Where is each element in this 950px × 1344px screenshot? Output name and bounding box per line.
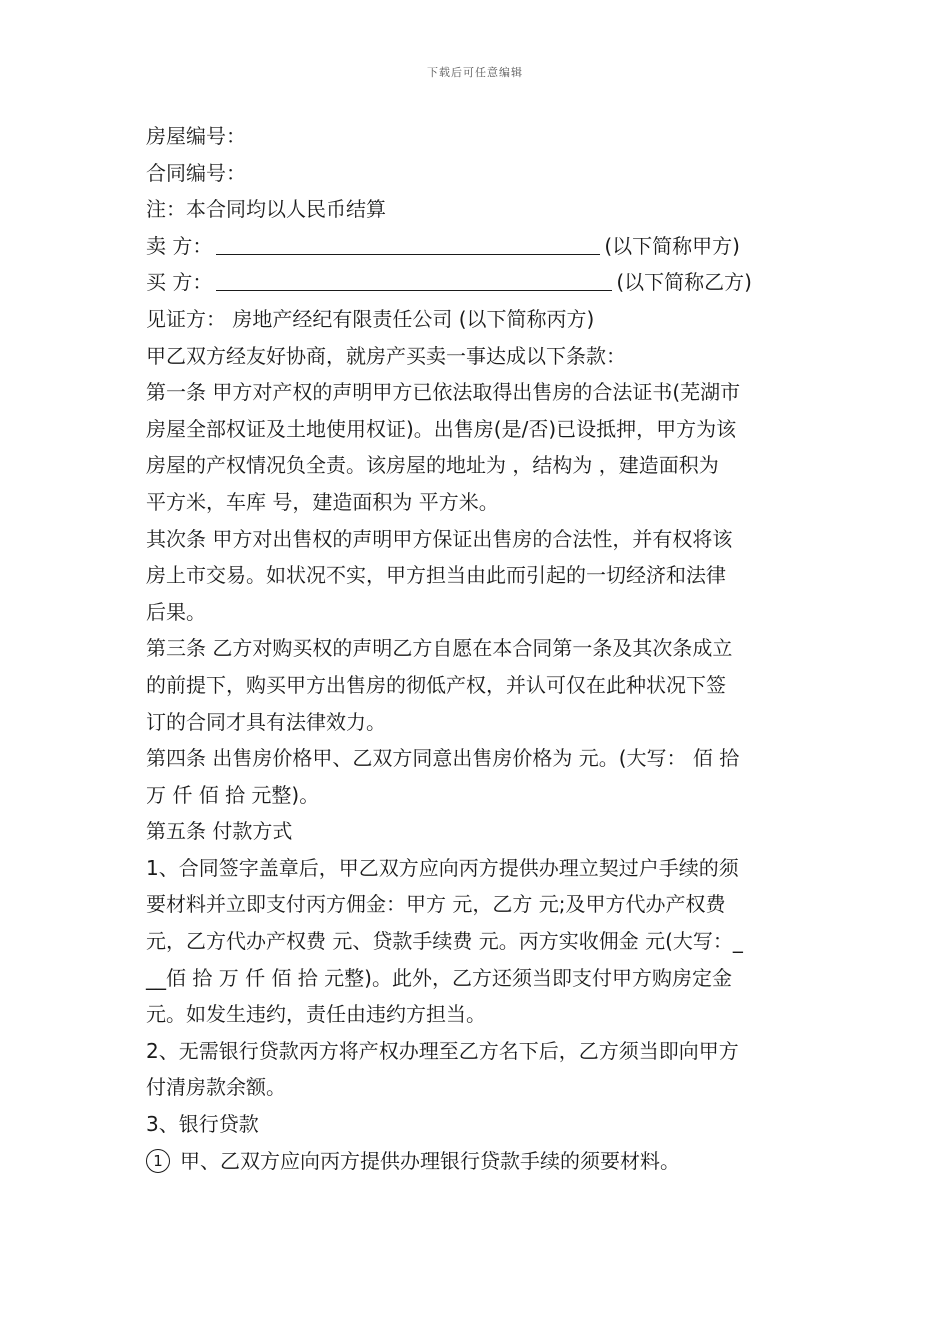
intro-line: 甲乙双方经友好协商，就房产买卖一事达成以下条款： <box>146 343 626 368</box>
seller-row <box>146 228 806 265</box>
subitem-text: 甲、乙双方应向丙方提供办理银行贷款手续的须要材料。 <box>180 1148 680 1173</box>
article-2 <box>146 521 806 631</box>
article-5-item-3: 3、银行贷款 <box>146 1112 259 1137</box>
article-1 <box>146 374 806 520</box>
article-line: 平方米，车库 号，建造面积为 平方米。 <box>146 489 499 514</box>
article-line: 1、合同签字盖章后，甲乙双方应向丙方提供办理立契过户手续的须 <box>146 855 739 880</box>
buyer-suffix: (以下简称乙方) <box>616 270 752 295</box>
witness-line: 见证方： 房地产经纪有限责任公司 (以下简称丙方) <box>146 306 595 331</box>
article-line: 万 仟 佰 拾 元整)。 <box>146 782 320 807</box>
article-5-title: 第五条 付款方式 <box>146 819 293 844</box>
article-line: 订的合同才具有法律效力。 <box>146 709 386 734</box>
circled-number-marker: 1 <box>146 1149 170 1173</box>
article-line: 付清房款余额。 <box>146 1075 286 1100</box>
article-4 <box>146 740 806 813</box>
article-line: 房上市交易。如状况不实，甲方担当由此而引起的一切经济和法律 <box>146 563 726 588</box>
contract-number-label: 合同编号： <box>146 160 246 185</box>
article-line: 第四条 出售房价格甲、乙双方同意出售房价格为 元。(大写： 佰 拾 <box>146 746 740 771</box>
page-header-note: 下载后可任意编辑 <box>427 66 523 79</box>
article-5-item-1 <box>146 850 806 1033</box>
house-number-label: 房屋编号： <box>146 124 246 148</box>
article-line: 元，乙方代办产权费 元、贷款手续费 元。丙方实收佣金 元(大写：_ <box>146 929 743 954</box>
article-line: __佰 拾 万 仟 佰 拾 元整)。此外，乙方还须当即支付甲方购房定金 <box>146 965 732 990</box>
article-line: 其次条 甲方对出售权的声明甲方保证出售房的合法性，并有权将该 <box>146 526 733 551</box>
seller-label: 卖 方： <box>146 233 213 258</box>
contract-body <box>146 118 806 1179</box>
buyer-blank <box>216 268 612 291</box>
seller-suffix: (以下简称甲方) <box>604 233 740 258</box>
article-line: 房屋全部权证及土地使用权证)。出售房(是/否)已设抵押，甲方为该 <box>146 416 737 441</box>
article-line: 房屋的产权情况负全责。该房屋的地址为 ，结构为 ，建造面积为 <box>146 453 719 478</box>
buyer-label: 买 方： <box>146 270 213 295</box>
article-line: 2、无需银行贷款丙方将产权办理至乙方名下后，乙方须当即向甲方 <box>146 1038 739 1063</box>
article-line: 后果。 <box>146 599 206 624</box>
article-5-subitem-1 <box>146 1143 806 1180</box>
buyer-row <box>146 264 806 301</box>
article-line: 第三条 乙方对购买权的声明乙方自愿在本合同第一条及其次条成立 <box>146 636 733 661</box>
article-5-item-2 <box>146 1033 806 1106</box>
article-line: 元。如发生违约，责任由违约方担当。 <box>146 1002 486 1027</box>
article-3 <box>146 630 806 740</box>
article-line: 的前提下，购买甲方出售房的彻低产权，并认可仅在此种状况下签 <box>146 672 726 697</box>
currency-note: 注：本合同均以人民币结算 <box>146 197 386 222</box>
article-line: 要材料并立即支付丙方佣金：甲方 元，乙方 元;及甲方代办产权费 <box>146 892 726 917</box>
seller-blank <box>216 232 600 255</box>
article-line: 第一条 甲方对产权的声明甲方已依法取得出售房的合法证书(芜湖市 <box>146 380 741 405</box>
